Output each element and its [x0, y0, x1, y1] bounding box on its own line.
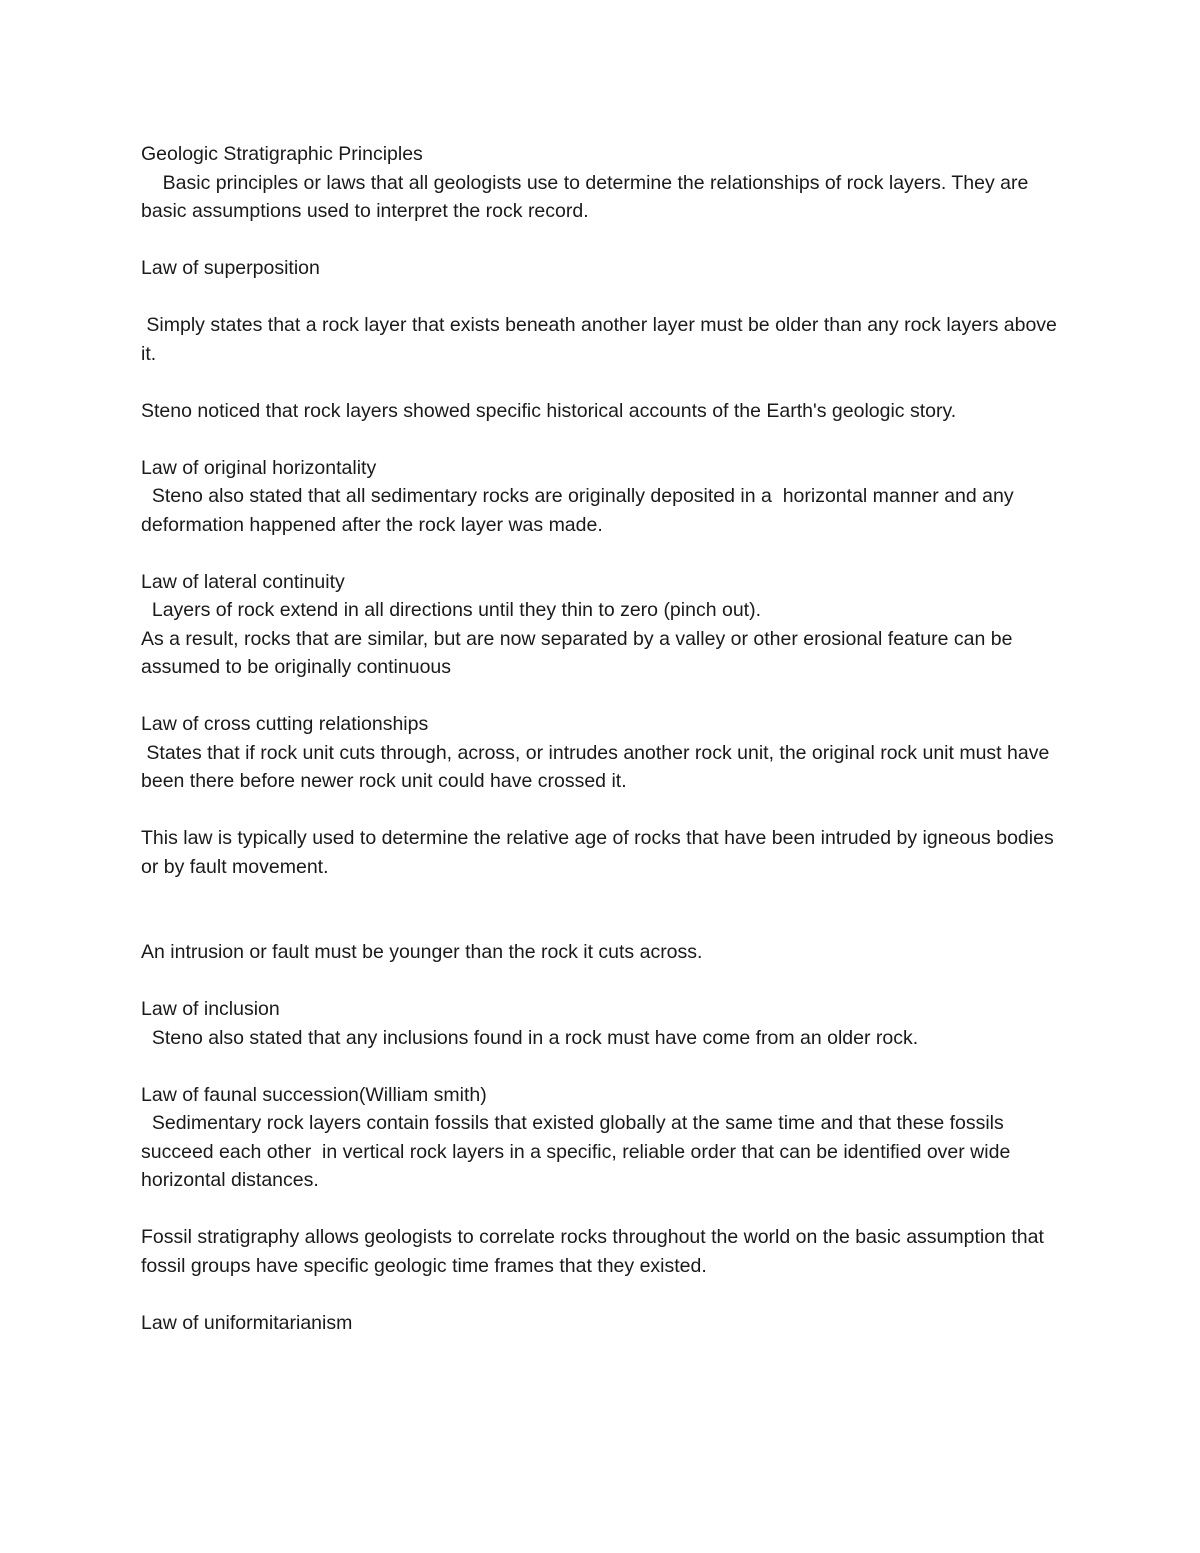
inclusion-paragraph: Steno also stated that any inclusions found in a rock must have come from an older rock. — [141, 1026, 919, 1049]
faunal-succession-heading: Law of faunal succession(William smith) — [141, 1083, 487, 1106]
original-horizontality-heading: Law of original horizontality — [141, 456, 377, 479]
cross-cutting-paragraph-2: This law is typically used to determine the relative age of rocks that have been intruded by igneous bodies or by fault movement. — [141, 827, 1060, 878]
spacer — [141, 1052, 1061, 1081]
intro-paragraph: Basic principles or laws that all geologists use to determine the relationships of rock layers. They are basic assumptions used to interpret the rock record. — [141, 171, 1034, 222]
document-body — [141, 140, 1061, 1337]
superposition-paragraph-2: Steno noticed that rock layers showed specific historical accounts of the Earth's geologic story. — [141, 399, 957, 422]
superposition-heading: Law of superposition — [141, 257, 320, 279]
document-title: Geologic Stratigraphic Principles — [141, 143, 423, 165]
inclusion-heading: Law of inclusion — [141, 998, 280, 1020]
spacer — [141, 226, 1061, 255]
spacer — [141, 539, 1061, 568]
cross-cutting-paragraph-1: States that if rock unit cuts through, across, or intrudes another rock unit, the original rock unit must have been there before newer rock unit could have crossed it. — [141, 741, 1055, 792]
original-horizontality-paragraph: Steno also stated that all sedimentary rocks are originally deposited in a horizontal manner and any deformation happened after the rock layer was made. — [141, 485, 1020, 536]
spacer — [141, 425, 1061, 454]
faunal-succession-paragraph-2: Fossil stratigraphy allows geologists to correlate rocks throughout the world on the basic assumption that fossil groups have specific geologic time frames that they existed. — [141, 1226, 1050, 1277]
spacer — [141, 796, 1061, 825]
spacer — [141, 682, 1061, 711]
cross-cutting-paragraph-3: An intrusion or fault must be younger than the rock it cuts across. — [141, 941, 703, 963]
spacer — [141, 368, 1061, 397]
uniformitarianism-heading: Law of uniformitarianism — [141, 1311, 353, 1334]
spacer — [141, 283, 1061, 312]
spacer — [141, 881, 1061, 938]
spacer — [141, 967, 1061, 996]
lateral-continuity-paragraph-1: Layers of rock extend in all directions until they thin to zero (pinch out). — [141, 599, 761, 621]
lateral-continuity-heading: Law of lateral continuity — [141, 570, 345, 593]
cross-cutting-heading: Law of cross cutting relationships — [141, 713, 429, 735]
spacer — [141, 1280, 1061, 1309]
superposition-paragraph-1: Simply states that a rock layer that exists beneath another layer must be older than any rock layers above it. — [141, 314, 1063, 365]
faunal-succession-paragraph-1: Sedimentary rock layers contain fossils that existed globally at the same time and that these fossils succeed each other in vertical rock layers in a specific, reliable order that can be identified over wide horizontal distances. — [141, 1112, 1016, 1191]
spacer — [141, 1195, 1061, 1224]
lateral-continuity-paragraph-2: As a result, rocks that are similar, but are now separated by a valley or other erosional feature can be assumed to be originally continuous — [141, 627, 1018, 678]
